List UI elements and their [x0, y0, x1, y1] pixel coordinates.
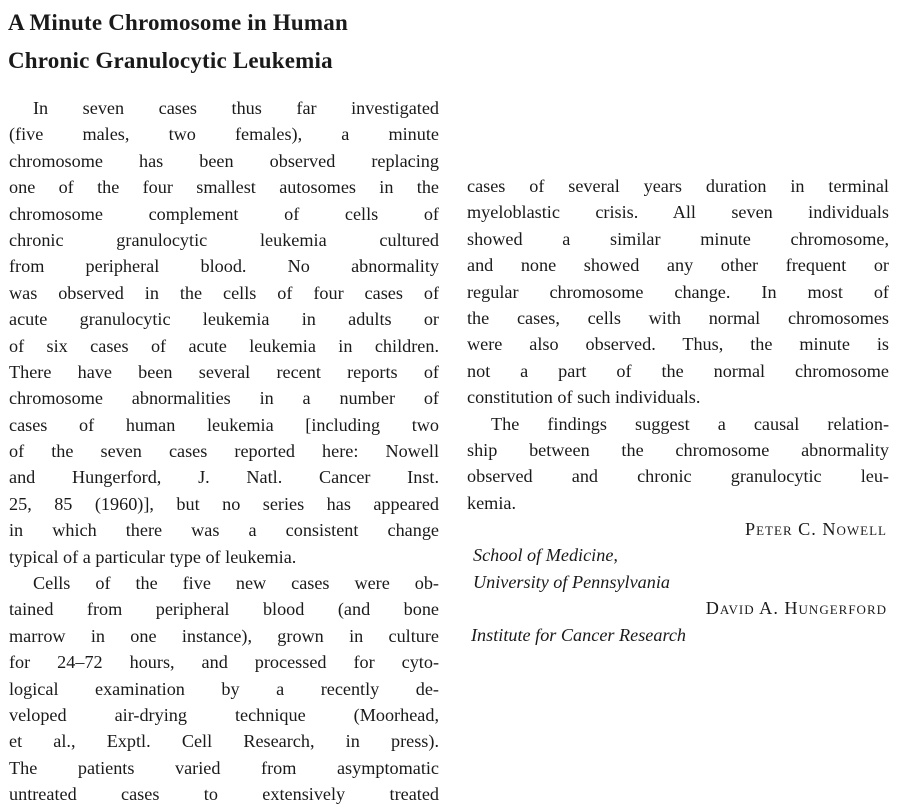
left_column-line: of six cases of acute leukemia in children.	[9, 335, 439, 356]
left_column-line: veloped air-drying technique (Moorhead,	[9, 704, 439, 725]
right_column-line: cases of several years duration in terminal	[467, 176, 889, 196]
left_column-line: 25, 85 (1960)], but no series has appeared	[9, 493, 439, 514]
left_column-line: chromosome abnormalities in a number of	[9, 388, 439, 409]
title-line-2: Chronic Granulocytic Leukemia	[8, 48, 333, 73]
author-1: Peter C. Nowell	[745, 519, 887, 540]
title-line-1: A Minute Chromosome in Human	[8, 10, 348, 35]
left_column-line: In seven cases thus far investigated	[33, 98, 439, 118]
left_column-line: cases of human leukemia [including two	[9, 414, 439, 435]
author-2: David A. Hungerford	[705, 598, 887, 619]
right_column-line: constitution of such individuals.	[467, 387, 701, 408]
right-column-body	[467, 173, 889, 516]
left_column-line: untreated cases to extensively treated	[9, 784, 439, 805]
left_column-line: chronic granulocytic leukemia cultured	[9, 229, 439, 250]
right_column-line: kemia.	[467, 492, 516, 513]
left_column-line: in which there was a consistent change	[9, 520, 439, 541]
left_column-line: and Hungerford, J. Natl. Cancer Inst.	[9, 467, 439, 488]
left_column-line: et al., Exptl. Cell Research, in press).	[9, 731, 439, 752]
left_column-line: tained from peripheral blood (and bone	[9, 599, 439, 620]
left_column-line: (five males, two females), a minute	[9, 124, 439, 145]
left_column-line: one of the four smallest autosomes in the	[9, 177, 439, 198]
left_column-line: acute granulocytic leukemia in adults or	[9, 309, 439, 330]
affiliation-1-line-1: School of Medicine,	[473, 545, 618, 566]
right_column-line: not a part of the normal chromosome	[467, 360, 889, 381]
left_column-line: of the seven cases reported here: Nowell	[9, 441, 439, 462]
left_column-line: for 24–72 hours, and processed for cyto-	[9, 652, 439, 673]
right_column-line: and none showed any other frequent or	[467, 255, 889, 276]
right_column-line: were also observed. Thus, the minute is	[467, 334, 889, 355]
affiliation-2: Institute for Cancer Research	[471, 624, 687, 645]
right-column	[467, 173, 889, 648]
left_column-line: typical of a particular type of leukemia.	[9, 546, 297, 567]
left_column-line: Cells of the five new cases were ob-	[33, 573, 439, 594]
left_column-line: There have been several recent reports of	[9, 361, 439, 382]
left_column-line: logical examination by a recently de-	[9, 678, 439, 699]
article-title	[8, 4, 438, 80]
right_column-line: myeloblastic crisis. All seven individuals	[467, 202, 889, 223]
right_column-line: showed a similar minute chromosome,	[467, 228, 889, 249]
right_column-line: observed and chronic granulocytic leu-	[467, 466, 889, 487]
left-column	[9, 95, 439, 808]
right_column-line: The findings suggest a causal relation-	[491, 413, 889, 434]
right_column-line: the cases, cells with normal chromosomes	[467, 307, 889, 328]
left_column-line: The patients varied from asymptomatic	[9, 757, 439, 778]
left_column-line: marrow in one instance), grown in culture	[9, 625, 439, 646]
signature-block	[467, 516, 889, 648]
left_column-line: from peripheral blood. No abnormality	[9, 256, 439, 277]
left_column-line: chromosome complement of cells of	[9, 203, 439, 224]
left_column-line: chromosome has been observed replacing	[9, 150, 439, 171]
right_column-line: ship between the chromosome abnormality	[467, 439, 889, 460]
left_column-line: was observed in the cells of four cases of	[9, 282, 439, 303]
right_column-line: regular chromosome change. In most of	[467, 281, 889, 302]
affiliation-1-line-2: University of Pennsylvania	[473, 571, 670, 592]
